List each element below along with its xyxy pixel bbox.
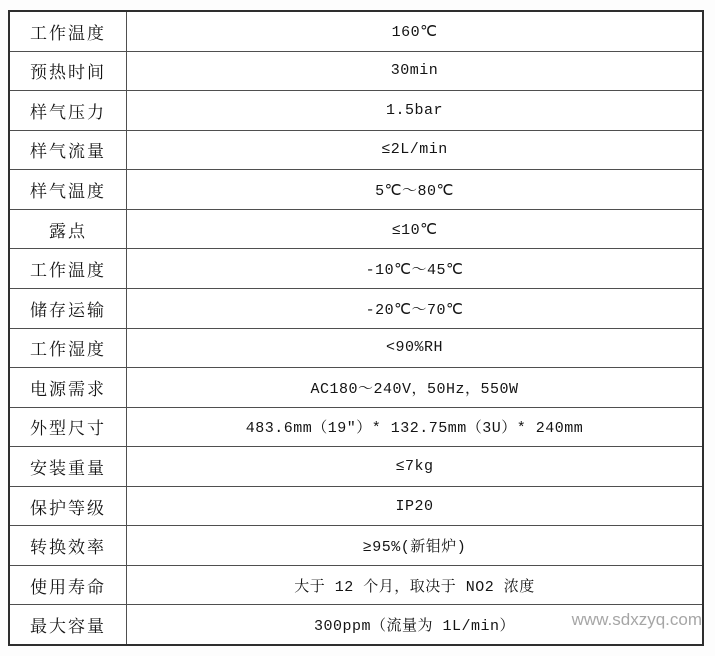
spec-label-cell: 预热时间 <box>10 52 127 91</box>
table-row <box>10 210 702 250</box>
spec-table <box>8 10 704 646</box>
table-row <box>10 566 702 606</box>
table-row <box>10 131 702 171</box>
table-row <box>10 605 702 644</box>
spec-label-cell: 工作温度 <box>10 12 127 51</box>
table-row <box>10 408 702 448</box>
spec-label-cell: 外型尺寸 <box>10 408 127 447</box>
table-row <box>10 91 702 131</box>
spec-value-cell: ≤7kg <box>395 457 434 475</box>
spec-value-cell: IP20 <box>395 497 434 515</box>
table-row <box>10 526 702 566</box>
spec-label-cell: 样气温度 <box>10 170 127 209</box>
table-row <box>10 487 702 527</box>
spec-value-cell: -10℃～45℃ <box>365 262 464 280</box>
table-row <box>10 447 702 487</box>
table-row <box>10 329 702 369</box>
spec-value-cell: -20℃～70℃ <box>365 301 464 319</box>
spec-label-cell: 工作湿度 <box>10 329 127 368</box>
spec-value-cell: 30min <box>390 62 439 80</box>
spec-label-cell: 储存运输 <box>10 289 127 328</box>
spec-label-cell: 样气流量 <box>10 131 127 170</box>
spec-label-cell: 最大容量 <box>10 605 127 644</box>
spec-value-cell: 483.6mm（19″）* 132.75mm（3U）* 240mm <box>245 420 584 438</box>
table-row <box>10 12 702 52</box>
spec-label-cell: 电源需求 <box>10 368 127 407</box>
table-row <box>10 289 702 329</box>
spec-label-cell: 露点 <box>10 210 127 249</box>
spec-value-cell: 300ppm（流量为 1L/min） <box>313 618 516 636</box>
spec-label-cell: 样气压力 <box>10 91 127 130</box>
spec-value-cell: 5℃～80℃ <box>375 183 454 201</box>
spec-label-cell: 保护等级 <box>10 487 127 526</box>
spec-label-cell: 安装重量 <box>10 447 127 486</box>
spec-value-cell: ≥95%(新钼炉) <box>362 539 467 557</box>
spec-value-cell: 160℃ <box>391 23 438 41</box>
spec-value-cell: 1.5bar <box>385 101 443 119</box>
table-row <box>10 170 702 210</box>
spec-label-cell: 转换效率 <box>10 526 127 565</box>
spec-value-cell: <90%RH <box>385 339 443 357</box>
spec-label-cell: 工作温度 <box>10 249 127 288</box>
spec-label-cell: 使用寿命 <box>10 566 127 605</box>
table-row <box>10 52 702 92</box>
spec-value-cell: ≤2L/min <box>381 141 448 159</box>
watermark-text: www.sdxzyq.com <box>571 610 702 629</box>
table-row <box>10 249 702 289</box>
spec-value-cell: AC180～240V，50Hz，550W <box>310 380 519 398</box>
spec-value-cell: 大于 12 个月，取决于 NO2 浓度 <box>294 578 535 596</box>
table-row <box>10 368 702 408</box>
spec-value-cell: ≤10℃ <box>391 221 438 239</box>
